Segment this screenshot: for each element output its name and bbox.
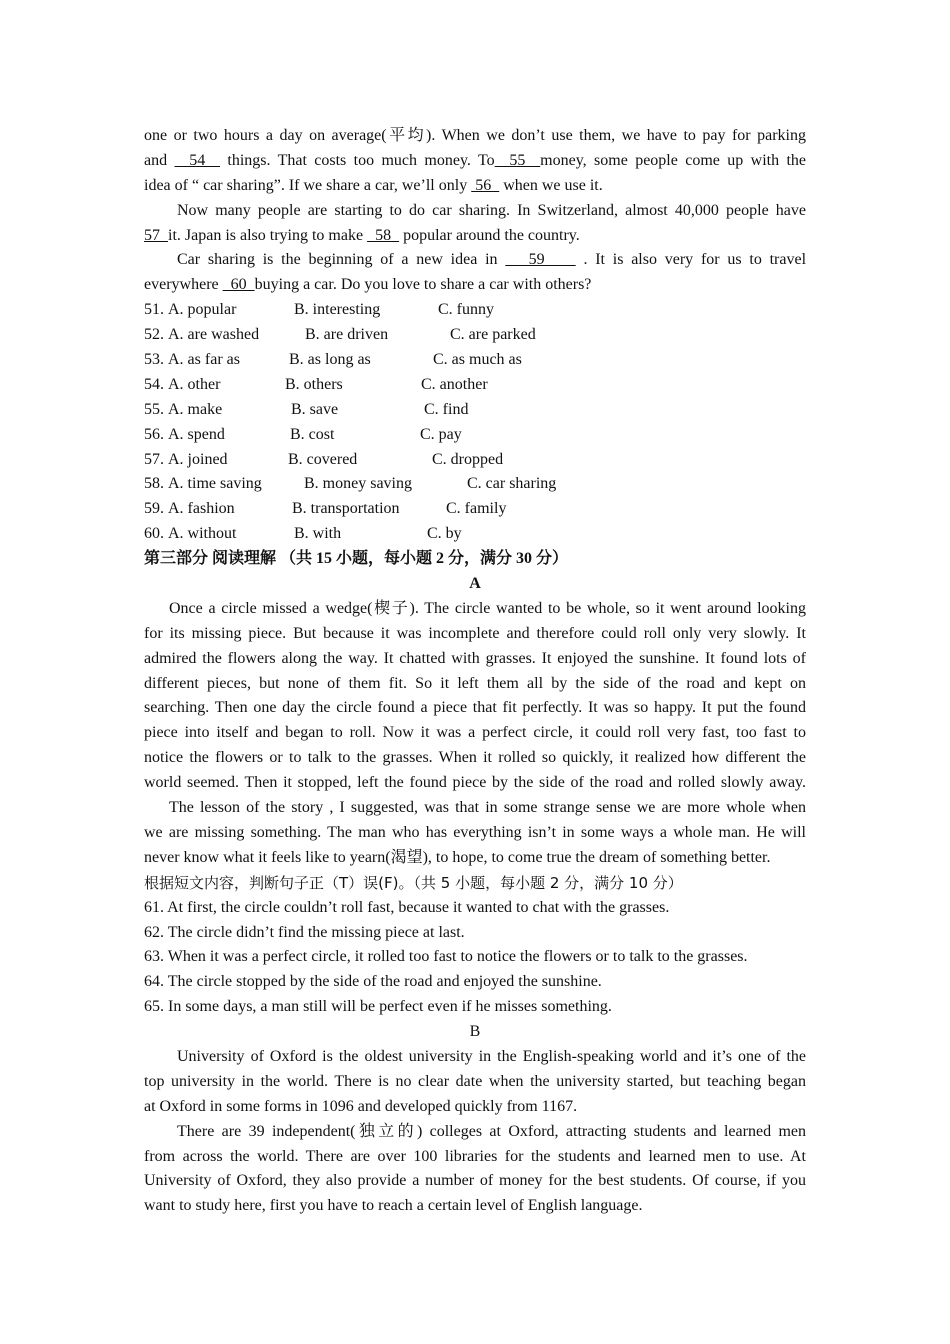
cloze-text: Car sharing is the beginning of a new idea in	[177, 251, 506, 269]
question-number: 56.	[144, 425, 164, 443]
passage-line: we are missing something. The man who has everything isn’t in some ways a whole man. He will	[144, 823, 806, 841]
option-c: C. are parked	[450, 326, 536, 344]
cloze-line	[144, 149, 806, 174]
cloze-text: idea of “ car sharing”. If we share a car, we’ll only	[144, 176, 472, 194]
blank-58: 58	[367, 226, 400, 244]
blank-60: 60	[222, 276, 255, 294]
tf-question: 64. The circle stopped by the side of the road and enjoyed the sunshine.	[144, 973, 602, 991]
option-row	[144, 373, 806, 398]
section-heading: 第三部分 阅读理解 （共 15 小题，每小题 2 分，满分 30 分）	[144, 550, 569, 568]
cloze-text: and	[144, 151, 175, 169]
option-c: C. by	[427, 525, 462, 543]
option-b: B. cost	[290, 425, 335, 443]
blank-57: 57	[144, 226, 168, 244]
option-b: B. transportation	[292, 500, 400, 518]
option-a: A. fashion	[168, 500, 235, 518]
question-number: 57.	[144, 450, 164, 468]
passage-line: at Oxford in some forms in 1096 and developed quickly from 1167.	[144, 1097, 578, 1115]
option-a: A. joined	[168, 450, 228, 468]
blank-59: 59	[505, 251, 576, 269]
question-number: 54.	[144, 375, 164, 393]
option-c: C. as much as	[433, 351, 522, 369]
option-c: C. funny	[438, 301, 494, 319]
question-number: 51.	[144, 301, 164, 319]
passage-line: notice the flowers or to talk to the grasses. When it rolled so quickly, it realized how different the	[144, 749, 806, 767]
blank-56: 56	[471, 176, 500, 194]
option-b: B. covered	[288, 450, 358, 468]
option-c: C. car sharing	[467, 475, 557, 493]
passage-a-label: A	[469, 575, 481, 593]
cloze-text: buying a car. Do you love to share a car with others?	[254, 276, 592, 294]
cloze-line	[144, 224, 806, 249]
cloze-text: money, some people come up with the	[540, 151, 806, 169]
passage-line: University of Oxford is the oldest university in the English-speaking world and it’s one of the	[177, 1047, 806, 1065]
cloze-text: . It is also very for us to travel	[575, 251, 806, 269]
cloze-text: Now many people are starting to do car sharing. In Switzerland, almost 40,000 people have	[177, 201, 806, 219]
passage-b-label: B	[469, 1023, 481, 1041]
passage-line: different pieces, but none of them fit. So it left them all by the side of the road and kept on	[144, 674, 806, 692]
cloze-line	[144, 199, 806, 224]
option-row	[144, 348, 806, 373]
option-row	[144, 298, 806, 323]
option-b: B. interesting	[294, 301, 381, 319]
tf-question: 65. In some days, a man still will be perfect even if he misses something.	[144, 998, 612, 1016]
cloze-text: one or two hours a day on average(平均). When we don’t use them, we have to pay for parking	[144, 127, 806, 144]
option-c: C. find	[424, 400, 469, 418]
question-number: 53.	[144, 351, 164, 369]
blank-54: 54	[174, 151, 220, 169]
option-b: B. money saving	[304, 475, 412, 493]
option-a: A. time saving	[168, 475, 262, 493]
passage-line: Once a circle missed a wedge(楔子). The circle wanted to be whole, so it went around looking	[169, 599, 806, 617]
cloze-line	[144, 124, 806, 149]
tf-instruction: 根据短文内容，判断句子正（T）误(F)。（共 5 小题，每小题 2 分，满分 10 分）	[144, 873, 683, 892]
question-number: 52.	[144, 326, 164, 344]
option-row	[144, 323, 806, 348]
passage-line: University of Oxford, they also provide a number of money for the best students. Of course, if you	[144, 1172, 806, 1190]
option-a: A. popular	[168, 301, 237, 319]
passage-line: top university in the world. There is no clear date when the university started, but teaching began	[144, 1072, 806, 1090]
option-b: B. are driven	[305, 326, 389, 344]
passage-line: There are 39 independent(独立的) colleges at Oxford, attracting students and learned men	[177, 1122, 806, 1140]
option-a: A. are washed	[168, 326, 260, 344]
passage-line: searching. Then one day the circle found a piece that fit perfectly. It was so happy. It put the found	[144, 699, 806, 717]
option-a: A. without	[168, 525, 237, 543]
option-a: A. make	[168, 400, 223, 418]
option-b: B. with	[294, 525, 342, 543]
passage-line: from across the world. There are over 100 libraries for the students and learned men to use. At	[144, 1147, 806, 1165]
passage-line: never know what it feels like to yearn(渴望), to hope, to come true the dream of something better.	[144, 848, 771, 866]
option-a: A. spend	[168, 425, 225, 443]
option-row	[144, 448, 806, 473]
option-b: B. as long as	[289, 351, 371, 369]
cloze-text: it. Japan is also trying to make	[168, 226, 368, 244]
option-row	[144, 497, 806, 522]
passage-line: admired the flowers along the way. It chatted with grasses. It enjoyed the sunshine. It found lots of	[144, 649, 806, 667]
passage-line: piece into itself and began to roll. Now it was a perfect circle, it could roll very fast, too fast to	[144, 724, 806, 742]
option-a: A. as far as	[168, 351, 240, 369]
question-number: 58.	[144, 475, 164, 493]
passage-line: world seemed. Then it stopped, left the found piece by the side of the road and rolled slowly away.	[144, 774, 806, 792]
question-number: 60.	[144, 525, 164, 543]
question-number: 59.	[144, 500, 164, 518]
option-a: A. other	[168, 375, 221, 393]
option-c: C. dropped	[432, 450, 504, 468]
option-row	[144, 423, 806, 448]
passage-line: The lesson of the story , I suggested, was that in some strange sense we are more whole when	[169, 799, 806, 817]
option-b: B. save	[291, 400, 339, 418]
cloze-text: when we use it.	[499, 176, 603, 194]
passage-line: want to study here, first you have to reach a certain level of English language.	[144, 1197, 643, 1215]
cloze-text: popular around the country.	[399, 226, 580, 244]
cloze-line	[144, 174, 806, 199]
cloze-line	[144, 248, 806, 273]
option-row	[144, 398, 806, 423]
option-c: C. family	[446, 500, 507, 518]
blank-55: 55	[494, 151, 541, 169]
exam-page	[144, 124, 806, 1219]
cloze-text: everywhere	[144, 276, 223, 294]
option-row	[144, 522, 806, 547]
option-row	[144, 472, 806, 497]
option-c: C. another	[421, 375, 488, 393]
question-number: 55.	[144, 400, 164, 418]
tf-question: 63. When it was a perfect circle, it rolled too fast to notice the flowers or to talk to the grasses.	[144, 948, 748, 966]
option-b: B. others	[285, 375, 343, 393]
cloze-line	[144, 273, 806, 298]
tf-question: 62. The circle didn’t find the missing piece at last.	[144, 923, 465, 941]
tf-question: 61. At first, the circle couldn’t roll fast, because it wanted to chat with the grasses.	[144, 898, 670, 916]
cloze-text: things. That costs too much money. To	[220, 151, 495, 169]
passage-line: for its missing piece. But because it was incomplete and therefore could roll only very slowly. It	[144, 624, 806, 642]
option-c: C. pay	[420, 425, 462, 443]
